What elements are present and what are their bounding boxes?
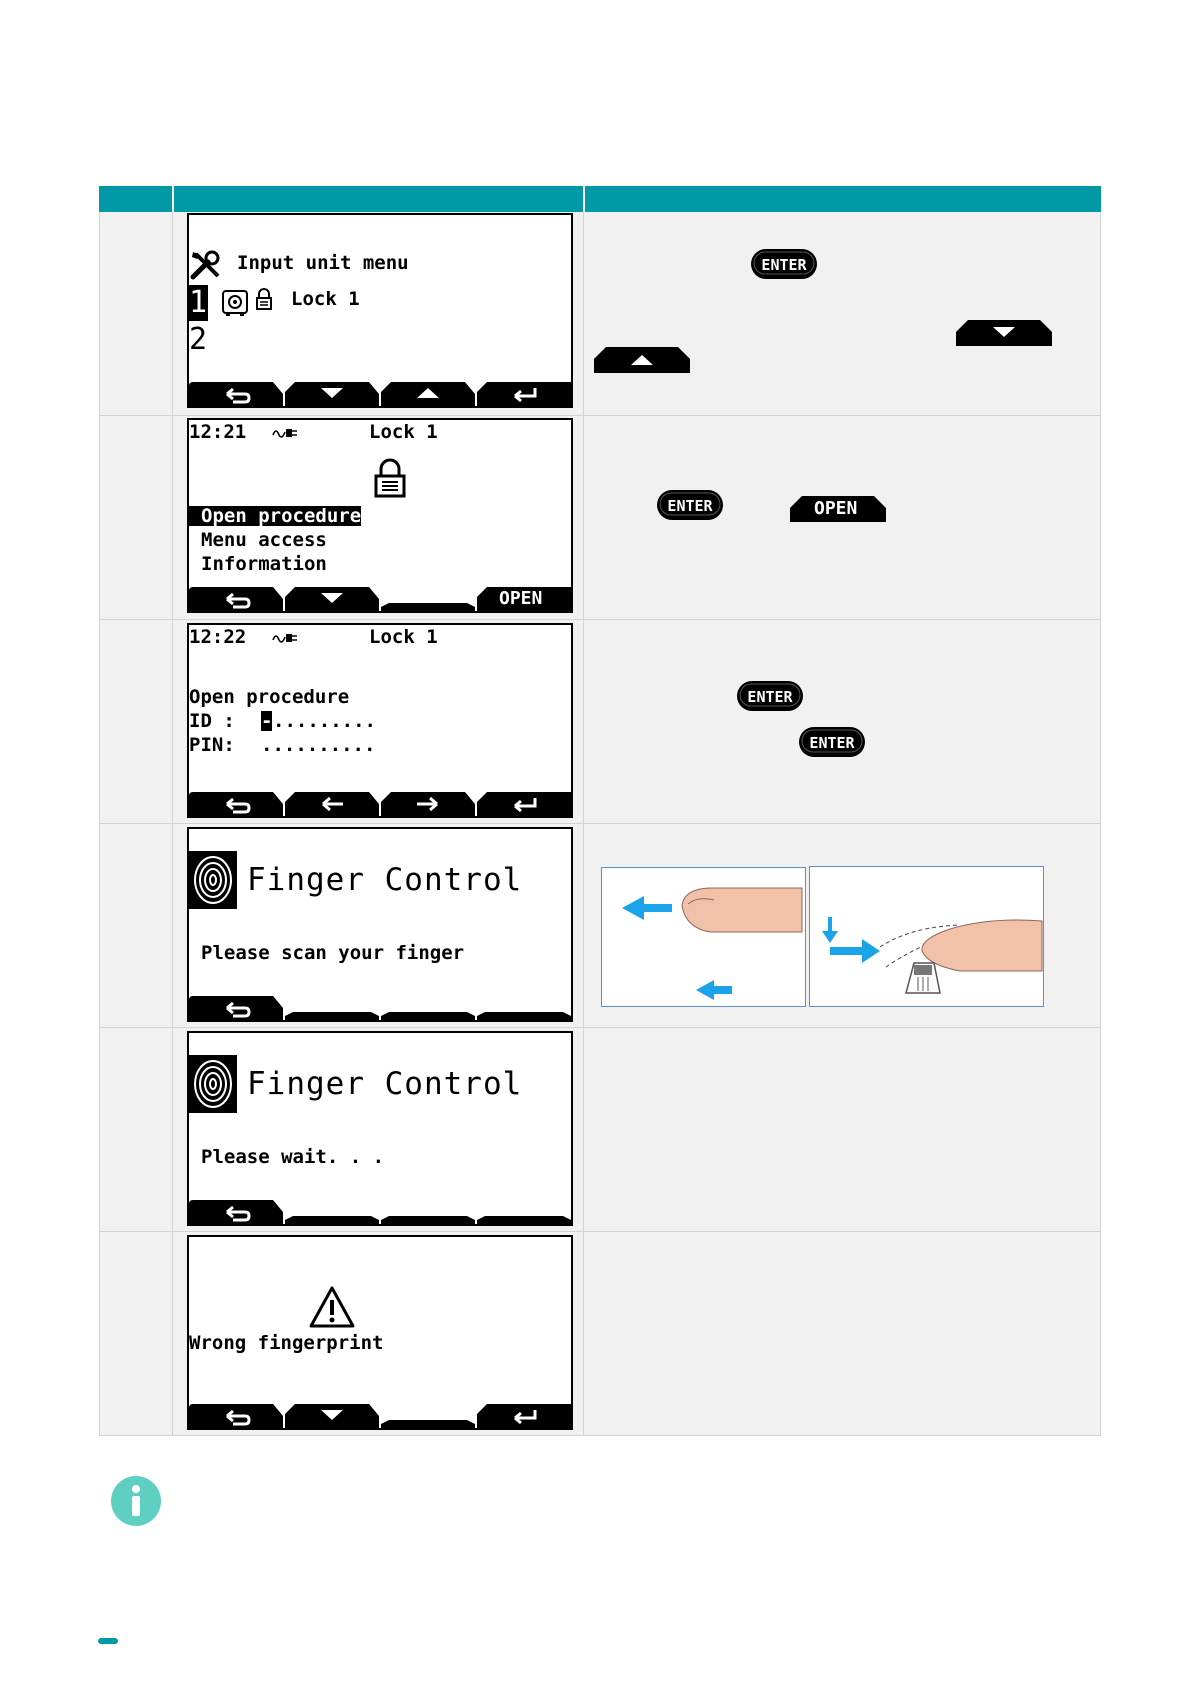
menu-item-information[interactable]: Information bbox=[201, 553, 327, 575]
softkey-blank bbox=[477, 1200, 571, 1224]
finger-swipe-left-illustration bbox=[601, 867, 806, 1007]
grid-line bbox=[99, 212, 100, 1436]
power-plug-icon bbox=[272, 631, 298, 645]
grid-line bbox=[99, 1231, 1101, 1232]
grid-line bbox=[172, 212, 173, 1436]
enter-key-label: ENTER bbox=[809, 734, 855, 752]
grid-line bbox=[99, 415, 1101, 416]
open-key-label: OPEN bbox=[814, 498, 858, 519]
pin-input[interactable]: .......... bbox=[261, 734, 376, 756]
softkey-blank bbox=[285, 996, 379, 1020]
finger-scan-sensor-illustration bbox=[809, 866, 1044, 1007]
softkey-right[interactable] bbox=[381, 792, 475, 816]
softkey-blank bbox=[381, 1404, 475, 1428]
grid-line bbox=[1100, 212, 1101, 1436]
finger-swipe-drawing bbox=[602, 868, 805, 1006]
lock-name: Lock 1 bbox=[369, 626, 438, 648]
enter-key-icon bbox=[656, 488, 724, 522]
finger-control-title: Finger Control bbox=[247, 1066, 523, 1102]
grid-line bbox=[99, 1027, 1101, 1028]
pin-label: PIN: bbox=[189, 734, 235, 756]
lcd-screen-lock-menu bbox=[187, 418, 573, 613]
arrow-up-key-icon bbox=[594, 347, 690, 373]
softkey-bar bbox=[189, 792, 571, 816]
menu-item-menu-access[interactable]: Menu access bbox=[201, 529, 327, 551]
table-header bbox=[99, 186, 1101, 212]
power-plug-icon bbox=[272, 426, 298, 440]
scan-message: Please scan your finger bbox=[201, 942, 465, 964]
softkey-back[interactable] bbox=[189, 792, 283, 816]
softkey-blank bbox=[381, 587, 475, 611]
open-key-icon bbox=[790, 496, 886, 522]
softkey-open-label: OPEN bbox=[499, 588, 543, 609]
page-indicator bbox=[98, 1638, 118, 1644]
softkey-back[interactable] bbox=[189, 1200, 283, 1224]
clock-time: 12:22 bbox=[189, 626, 247, 648]
fingerprint-icon bbox=[189, 851, 237, 909]
grid-line bbox=[99, 1435, 1101, 1436]
softkey-back[interactable] bbox=[189, 1404, 283, 1428]
enter-key-icon bbox=[750, 247, 818, 281]
softkey-blank bbox=[381, 996, 475, 1020]
tools-icon bbox=[190, 250, 222, 280]
softkey-down[interactable] bbox=[285, 382, 379, 406]
lcd-screen-open-procedure bbox=[187, 623, 573, 818]
lock-name: Lock 1 bbox=[369, 421, 438, 443]
header-divider bbox=[172, 186, 174, 212]
grid-line bbox=[583, 212, 584, 1436]
enter-key-label: ENTER bbox=[747, 688, 793, 706]
softkey-down[interactable] bbox=[285, 587, 379, 611]
softkey-up[interactable] bbox=[381, 382, 475, 406]
finger-scan-drawing bbox=[810, 867, 1043, 1006]
procedure-title: Open procedure bbox=[189, 686, 350, 708]
softkey-blank bbox=[381, 1200, 475, 1224]
error-message: Wrong fingerprint bbox=[189, 1332, 384, 1354]
finger-control-title: Finger Control bbox=[247, 862, 523, 898]
lcd-screen-wrong-fingerprint bbox=[187, 1235, 573, 1430]
softkey-down[interactable] bbox=[285, 1404, 379, 1428]
softkey-blank bbox=[285, 1200, 379, 1224]
lcd-screen-finger-scan bbox=[187, 827, 573, 1022]
lcd-screen-input-unit-menu bbox=[187, 213, 573, 408]
softkey-bar bbox=[189, 587, 571, 611]
softkey-back[interactable] bbox=[189, 996, 283, 1020]
softkey-bar bbox=[189, 1200, 571, 1224]
info-icon bbox=[111, 1476, 161, 1526]
menu-title: Input unit menu bbox=[237, 252, 409, 274]
enter-key-icon bbox=[798, 725, 866, 759]
menu-item-open-procedure[interactable]: Open procedure bbox=[189, 506, 361, 526]
arrow-down-key-icon bbox=[956, 320, 1052, 346]
softkey-back[interactable] bbox=[189, 382, 283, 406]
softkey-enter[interactable] bbox=[477, 1404, 571, 1428]
softkey-bar bbox=[189, 382, 571, 406]
header-divider bbox=[583, 186, 585, 212]
enter-key-label: ENTER bbox=[761, 256, 807, 274]
menu-item-label-1[interactable]: Lock 1 bbox=[291, 288, 360, 310]
lock-icon bbox=[372, 458, 408, 498]
menu-item-number-1[interactable]: 1 bbox=[189, 285, 209, 320]
softkey-bar bbox=[189, 1404, 571, 1428]
enter-key-icon bbox=[736, 679, 804, 713]
softkey-bar bbox=[189, 996, 571, 1020]
id-cursor[interactable]: - bbox=[261, 710, 273, 732]
softkey-blank bbox=[477, 996, 571, 1020]
softkey-enter[interactable] bbox=[477, 792, 571, 816]
warning-icon bbox=[309, 1285, 355, 1329]
fingerprint-icon bbox=[189, 1055, 237, 1113]
grid-line bbox=[99, 823, 1101, 824]
softkey-left[interactable] bbox=[285, 792, 379, 816]
enter-key-label: ENTER bbox=[667, 497, 713, 515]
softkey-enter[interactable] bbox=[477, 382, 571, 406]
info-glyph bbox=[111, 1476, 161, 1526]
softkey-back[interactable] bbox=[189, 587, 283, 611]
wait-message: Please wait. . . bbox=[201, 1146, 385, 1168]
id-input[interactable]: ......... bbox=[273, 710, 376, 732]
id-label: ID : bbox=[189, 710, 235, 732]
safe-icon bbox=[221, 289, 249, 317]
clock-time: 12:21 bbox=[189, 421, 247, 443]
lock-icon bbox=[255, 288, 273, 310]
grid-line bbox=[99, 619, 1101, 620]
menu-item-number-2[interactable]: 2 bbox=[189, 322, 209, 357]
softkey-open[interactable] bbox=[477, 587, 571, 611]
lcd-screen-finger-wait bbox=[187, 1031, 573, 1226]
